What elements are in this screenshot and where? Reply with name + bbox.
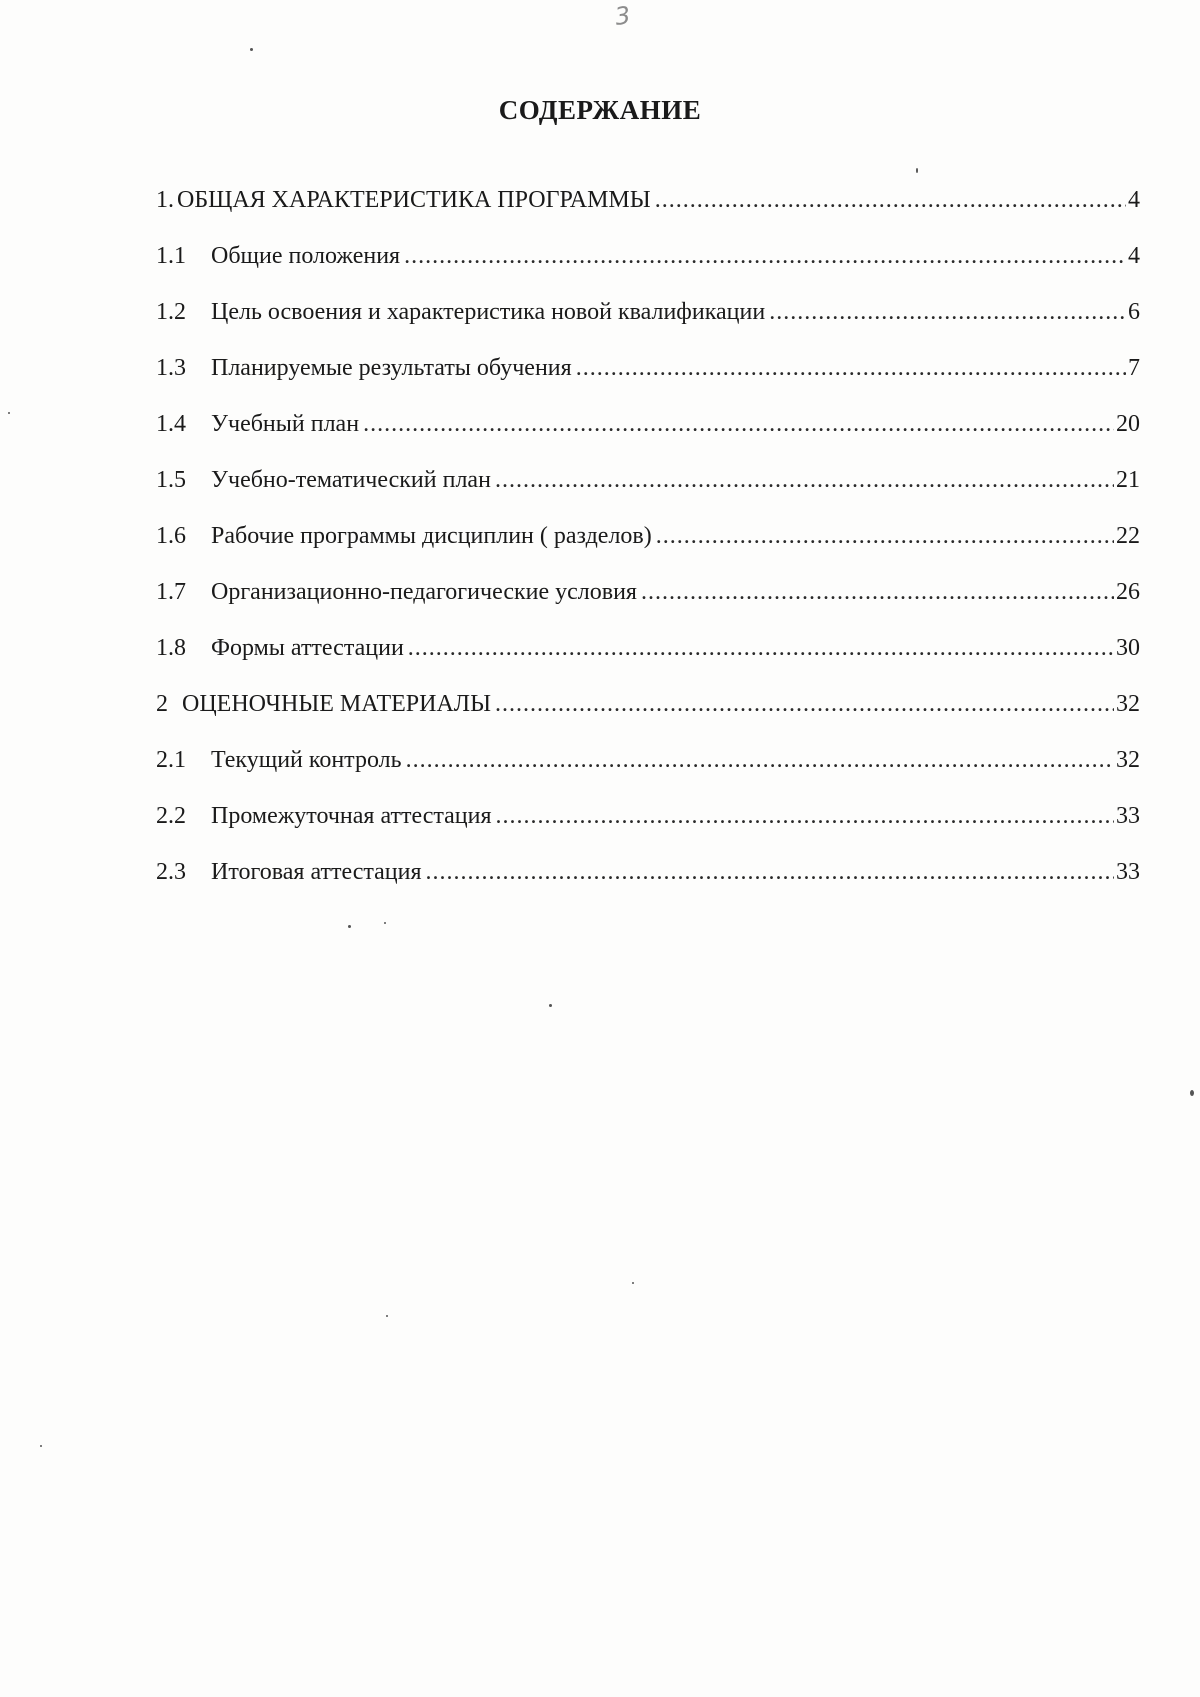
toc-entry [156,747,1140,803]
scan-speck [916,168,918,173]
toc-entry [156,635,1140,691]
toc-dot-leader [404,243,1126,270]
toc-entry-number: 1.7 [156,579,186,605]
toc-entry-label: Цель освоения и характеристика новой квалификации [211,299,766,325]
toc-entry-label: Учебно-тематический план [211,467,491,493]
toc-entry-number: 1.5 [156,467,186,493]
toc-entry-number: 1.3 [156,355,186,381]
toc-entry-number: 1.2 [156,299,186,325]
toc-title: СОДЕРЖАНИЕ [498,95,702,125]
toc-entry-page: 4 [1128,187,1140,213]
toc-dot-leader [769,299,1126,326]
toc-dot-leader [656,523,1114,550]
toc-entry [156,691,1140,747]
toc-entry-label: Формы аттестации [211,635,404,661]
toc-entry [156,859,1140,915]
toc-entry-label: Учебный план [211,411,360,437]
toc-entry [156,187,1140,243]
toc-dot-leader [641,579,1114,606]
toc-entry [156,355,1140,411]
toc-entry [156,411,1140,467]
scan-speck [386,1315,388,1317]
toc-entry-number: 2 [156,691,168,717]
toc-dot-leader [495,467,1114,494]
table-of-contents [156,187,1140,915]
toc-dot-leader [363,411,1114,438]
toc-entry [156,579,1140,635]
toc-entry-label: Текущий контроль [211,747,402,773]
toc-dot-leader [576,355,1126,382]
handwritten-page-number: 3 [613,1,633,31]
toc-entry-number: 1.1 [156,243,186,269]
toc-entry-number: 1.4 [156,411,186,437]
toc-entry [156,243,1140,299]
toc-dot-leader [655,187,1126,214]
toc-entry-page: 22 [1116,523,1140,549]
toc-entry-label: Рабочие программы дисциплин ( разделов) [211,523,652,549]
toc-entry-page: 32 [1116,691,1140,717]
scan-speck [549,1004,552,1007]
toc-dot-leader [408,635,1114,662]
toc-entry-page: 7 [1128,355,1140,381]
toc-entry-page: 33 [1116,803,1140,829]
scan-speck [8,412,10,414]
toc-entry-page: 30 [1116,635,1140,661]
toc-entry-label: ОБЩАЯ ХАРАКТЕРИСТИКА ПРОГРАММЫ [177,187,651,213]
scan-speck [384,922,386,924]
toc-entry-label: Итоговая аттестация [211,859,422,885]
toc-entry-label: ОЦЕНОЧНЫЕ МАТЕРИАЛЫ [182,691,492,717]
toc-entry [156,523,1140,579]
toc-entry-number: 1.6 [156,523,186,549]
toc-entry-page: 21 [1116,467,1140,493]
scan-speck [348,925,351,928]
scan-speck [1190,1090,1194,1096]
toc-entry-page: 6 [1128,299,1140,325]
toc-entry-page: 4 [1128,243,1140,269]
toc-entry-page: 33 [1116,859,1140,885]
toc-entry-number: 2.2 [156,803,186,829]
toc-entry-number: 2.3 [156,859,186,885]
scan-speck [40,1445,42,1447]
toc-entry-label: Планируемые результаты обучения [211,355,572,381]
toc-entry-number: 1.8 [156,635,186,661]
toc-entry-number: 1. [156,187,174,213]
toc-entry-page: 32 [1116,747,1140,773]
toc-entry-page: 20 [1116,411,1140,437]
toc-entry-label: Промежуточная аттестация [211,803,492,829]
toc-entry-number: 2.1 [156,747,186,773]
scan-speck [632,1282,634,1284]
toc-entry [156,299,1140,355]
scan-speck [250,48,253,51]
toc-entry-page: 26 [1116,579,1140,605]
toc-dot-leader [406,747,1114,774]
toc-entry [156,803,1140,859]
toc-dot-leader [426,859,1114,886]
toc-dot-leader [495,691,1114,718]
toc-entry-label: Организационно-педагогические условия [211,579,637,605]
toc-entry [156,467,1140,523]
toc-entry-label: Общие положения [211,243,401,269]
toc-dot-leader [496,803,1114,830]
